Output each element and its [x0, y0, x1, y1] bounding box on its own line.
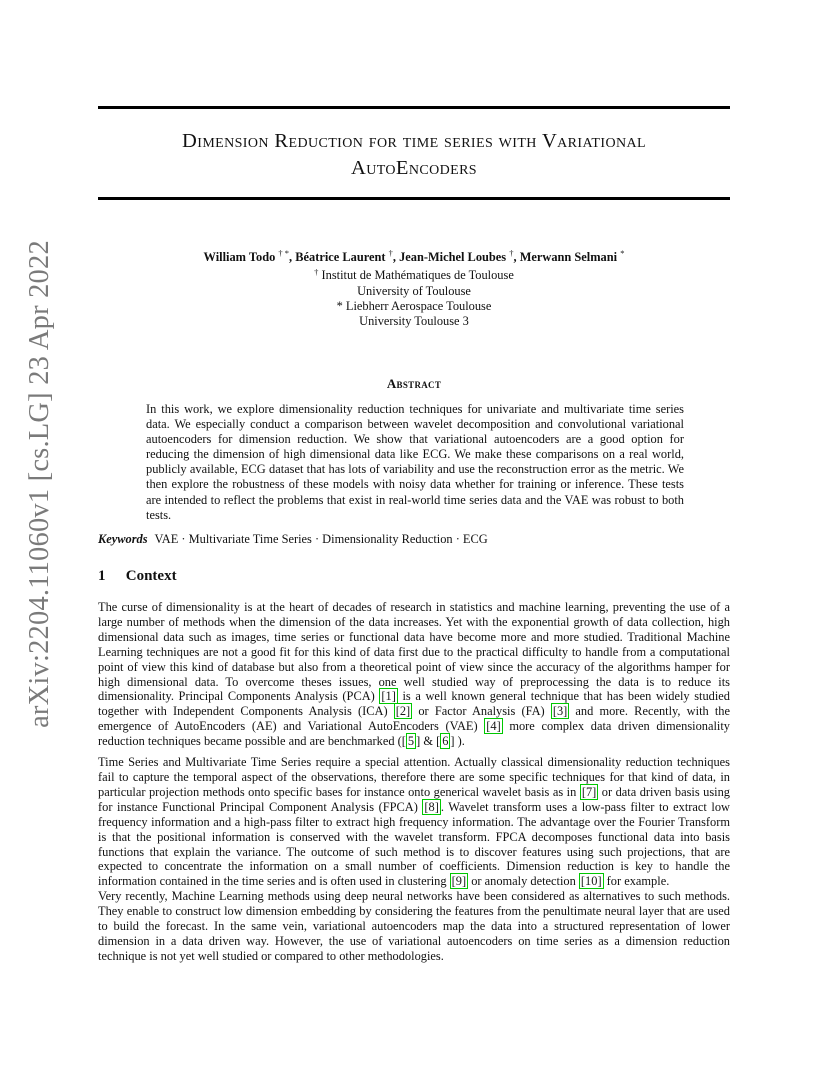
paragraph-text: The curse of dimensionality is at the heart of decades of research in statistics and machine learning, preventing the use of a large number of methods when the dimension of the data increases. Yet with the exponential growth of data collection, high dimensional data such as images, time series or functional data have become more and more studied. Traditional Machine Learning techniques are not a good fit for this kind of data first due to the practical difficulty to handle from a computational point of view this kind of database but also from a theoretical point of view since the accuracy of the algorithms hamper for high dimensional data. To overcome theses issues, one well studied way of preprocessing the data is to reduce its dimensionality. Principal Components Analysis (PCA): [98, 600, 730, 704]
abstract-text: In this work, we explore dimensionality reduction techniques for univariate and multivariate time series data. We especially conduct a comparison between wavelet decomposition and convolutional variational autoencoders for dimension reduction. We show that variational autoencoders are a good option for reducing the dimension of high dimensional data like ECG. We make these comparisons on a real world, publicly available, ECG dataset that has lots of variability and use the reconstruction error as the metric. We then explore the robustness of these models with noisy data whether for training or inference. These tests are intended to reflect the problems that exist in real-world time series data and the VAE was robust to both tests.: [146, 402, 684, 522]
citation-link[interactable]: [7]: [581, 784, 597, 799]
citation-link[interactable]: [3]: [552, 704, 568, 719]
citation-link[interactable]: [1]: [381, 689, 396, 704]
citation-link[interactable]: [4]: [486, 719, 501, 734]
paragraph-text: . Wavelet transform uses a low-pass filter to extract low frequency information and a high-pass filter to extract high frequency information. The advantage over the Fourier Transform is that the positional information is conserved with the wavelet transform. FPCA decomposes functional data into basis functions that explain the variance. The outcome of such method is to discover features using such projections, that are expected to concentrate the information on a small number of coefficients. Dimension reduction is key to handle the information contained in the time series and is often used in clustering: [98, 799, 730, 889]
title-top-rule: [98, 106, 730, 109]
star-symbol: *: [336, 298, 343, 313]
affiliation-line: [98, 299, 730, 314]
title-bottom-rule: [98, 197, 730, 200]
author-name: Merwann Selmani: [519, 250, 618, 265]
paragraph: [98, 600, 730, 749]
paragraph-text: ] & [: [416, 734, 441, 749]
paragraph: [98, 755, 730, 889]
author-name: Béatrice Laurent: [295, 250, 386, 265]
abstract-heading-text: Abstract: [386, 376, 442, 391]
citation-link[interactable]: [8]: [424, 799, 439, 814]
section-heading: [98, 568, 177, 585]
author-affiliation-marks: *: [620, 248, 625, 258]
paragraph: Very recently, Machine Learning methods using deep neural networks have been considered as alternatives to such methods. They enable to construct low dimension embedding by considering the features from the penultimate neural layer that are used to build the forecast. In the same vein, variational autoencoders map the data into a structured representation of lower dimension in a data driven way. However, the use of variational autoencoders on time series as a dimension reduction technique is not yet well studied or compared to other methodologies.: [98, 889, 730, 963]
title-line-2: AutoEncoders: [351, 157, 477, 179]
keywords-list: VAE · Multivariate Time Series · Dimensionality Reduction · ECG: [154, 532, 488, 546]
section-number: 1: [98, 568, 106, 584]
title-line-1: Dimension Reduction for time series with Variational: [182, 130, 646, 152]
paragraph-text: or Factor Analysis (FA): [412, 704, 551, 719]
author-block: [98, 246, 730, 329]
paragraph-text: more complex data driven dimensionality reduction techniques became possible and are benchmarked ([: [98, 719, 731, 749]
dagger-symbol: †: [314, 267, 319, 278]
paragraph-text: or data driven basis using for instance Functional Principal Component Analysis (FPCA): [98, 784, 731, 814]
citation-link[interactable]: 6: [442, 734, 449, 749]
section-body: [98, 600, 730, 964]
affiliation-name: Institut de Mathématiques de Toulouse: [321, 268, 514, 283]
citation-link[interactable]: 5: [407, 734, 415, 749]
affiliation-line: [98, 265, 730, 283]
arxiv-sidebar-stamp: [22, 239, 58, 728]
keywords-label: Keywords: [98, 532, 148, 546]
author-affiliation-marks: †: [388, 248, 393, 258]
section-title: Context: [125, 568, 177, 584]
affiliation-line: University of Toulouse: [357, 283, 471, 298]
paragraph-text: is a well known general technique that has been widely studied together with Independent Components Analysis (ICA): [98, 689, 730, 719]
affiliation-line: University Toulouse 3: [359, 313, 469, 328]
arxiv-identifier: arXiv:2204.11060v1 [cs.LG] 23 Apr 2022: [24, 239, 55, 728]
author-name: Jean-Michel Loubes: [399, 250, 507, 265]
keywords-line: [98, 532, 730, 547]
author-affiliation-marks: †: [509, 248, 514, 258]
paragraph-text: Time Series and Multivariate Time Series require a special attention. Actually classical dimensionality reduction techniques fail to capture the temporal aspect of the observations, therefore there are some specific techniques for that kind of data, in particular projection methods onto specific bases for instance onto generical wavelet basis as in: [98, 755, 730, 799]
author-name: William Todo: [203, 250, 276, 265]
paragraph-text: and more. Recently, with the emergence of AutoEncoders (AE) and Variational AutoEncoders (VAE): [98, 704, 730, 734]
paragraph-text: for example.: [603, 874, 670, 889]
abstract-heading: [98, 376, 730, 392]
paragraph-text: ] ).: [450, 734, 465, 749]
paragraph-text: or anomaly detection: [468, 874, 579, 889]
paper-title: [98, 128, 730, 182]
citation-link[interactable]: [2]: [395, 704, 411, 719]
author-affiliation-marks: † *: [278, 248, 290, 258]
author-list: William Todo † *, Béatrice Laurent †, Jean-Michel Loubes †, Merwann Selmani *: [203, 248, 625, 265]
citation-link[interactable]: [10]: [580, 874, 602, 889]
citation-link[interactable]: [9]: [451, 874, 467, 889]
affiliation-name: Liebherr Aerospace Toulouse: [345, 298, 492, 313]
